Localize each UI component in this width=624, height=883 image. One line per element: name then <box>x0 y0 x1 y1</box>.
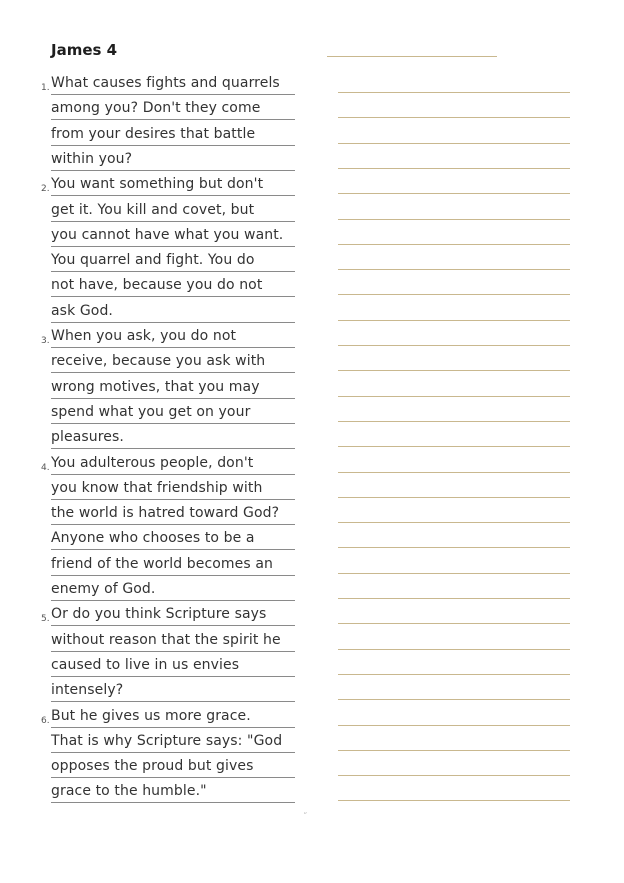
verse-line <box>51 323 295 348</box>
verse-line <box>51 703 295 728</box>
verse-text: the world is hatred toward God? <box>51 505 280 522</box>
verse-line <box>51 475 295 500</box>
verse-line <box>51 95 295 120</box>
handwriting-line[interactable] <box>338 92 570 93</box>
verse-text: opposes the proud but gives <box>51 758 254 775</box>
verse-line <box>51 70 295 95</box>
verse-text: enemy of God. <box>51 581 156 597</box>
verse-text: receive, because you ask with <box>51 353 266 370</box>
handwriting-line[interactable] <box>338 143 570 144</box>
handwriting-line[interactable] <box>338 775 570 776</box>
handwriting-line[interactable] <box>338 345 570 346</box>
handwriting-line[interactable] <box>338 573 570 574</box>
verse-line <box>51 627 295 652</box>
verse-line <box>51 348 295 373</box>
verse-line <box>51 500 295 525</box>
handwriting-line[interactable] <box>338 396 570 397</box>
verse-line <box>51 374 295 399</box>
verse-text: within you? <box>51 150 133 167</box>
verse-line <box>51 551 295 576</box>
verse-text: intensely? <box>51 682 124 699</box>
handwriting-line[interactable] <box>338 623 570 624</box>
verse-line <box>51 601 295 626</box>
verse-line <box>51 247 295 272</box>
handwriting-line[interactable] <box>338 472 570 473</box>
handwriting-line[interactable] <box>338 269 570 270</box>
handwriting-line[interactable] <box>338 699 570 700</box>
handwriting-line[interactable] <box>338 547 570 548</box>
verse-line <box>51 525 295 550</box>
verse-line <box>51 753 295 778</box>
handwriting-line[interactable] <box>338 168 570 169</box>
verse-text: What causes fights and quarrels <box>51 75 280 91</box>
verse-line <box>51 652 295 677</box>
verse-line <box>51 399 295 424</box>
verse-line <box>51 576 295 601</box>
verse-text: you cannot have what you want. <box>51 226 284 243</box>
handwriting-line[interactable] <box>338 193 570 194</box>
handwriting-line[interactable] <box>338 244 570 245</box>
title-writing-line <box>327 56 497 57</box>
verse-line <box>51 450 295 475</box>
verse-line <box>51 778 295 803</box>
verse-line <box>51 171 295 196</box>
handwriting-line[interactable] <box>338 117 570 118</box>
verse-text: ask God. <box>51 302 113 319</box>
verse-number: 5. <box>41 614 50 625</box>
verse-line <box>51 121 295 146</box>
handwriting-line[interactable] <box>338 497 570 498</box>
verse-number: 1. <box>41 83 50 93</box>
handwriting-line[interactable] <box>338 370 570 371</box>
verse-line <box>51 424 295 449</box>
verse-text: pleasures. <box>51 429 124 446</box>
handwriting-line[interactable] <box>338 320 570 321</box>
verse-line <box>51 272 295 297</box>
handwriting-line[interactable] <box>338 725 570 726</box>
verse-text: You want something but don't <box>51 176 264 193</box>
page-number-mark: ′′ <box>304 812 307 819</box>
verse-number: 6. <box>41 715 50 726</box>
handwriting-line[interactable] <box>338 219 570 220</box>
verse-number: 3. <box>41 336 50 346</box>
verse-line <box>51 222 295 247</box>
handwriting-line[interactable] <box>338 598 570 599</box>
verse-text: You quarrel and fight. You do <box>51 252 255 269</box>
verse-text: get it. You kill and covet, but <box>51 201 255 218</box>
verse-text: When you ask, you do not <box>51 328 237 344</box>
verse-text: friend of the world becomes an <box>51 555 273 572</box>
handwriting-line[interactable] <box>338 522 570 523</box>
verse-line <box>51 728 295 753</box>
verse-text: spend what you get on your <box>51 403 251 420</box>
verse-text: But he gives us more grace. <box>51 707 251 724</box>
verse-text: you know that friendship with <box>51 479 263 496</box>
handwriting-line[interactable] <box>338 674 570 675</box>
handwriting-line[interactable] <box>338 800 570 801</box>
verse-text: caused to live in us envies <box>51 656 240 673</box>
verse-text: That is why Scripture says: "God <box>51 732 283 749</box>
verse-number: 4. <box>41 462 50 473</box>
verse-text: without reason that the spirit he <box>51 631 281 648</box>
verse-number: 2. <box>41 184 50 195</box>
verse-text: grace to the humble." <box>51 783 207 800</box>
verse-text: wrong motives, that you may <box>51 378 260 395</box>
handwriting-line[interactable] <box>338 294 570 295</box>
verse-line <box>51 298 295 323</box>
handwriting-line[interactable] <box>338 649 570 650</box>
handwriting-line[interactable] <box>338 750 570 751</box>
verse-line <box>51 197 295 222</box>
verse-text: among you? Don't they come <box>51 100 261 117</box>
verse-text: not have, because you do not <box>51 277 263 294</box>
verse-text: Anyone who chooses to be a <box>51 530 255 547</box>
verse-line <box>51 677 295 702</box>
verse-text: from your desires that battle <box>51 125 256 142</box>
verse-line <box>51 146 295 171</box>
page-title: James 4 <box>51 41 118 59</box>
handwriting-line[interactable] <box>338 446 570 447</box>
handwriting-line[interactable] <box>338 421 570 422</box>
verse-text: You adulterous people, don't <box>51 454 254 471</box>
verse-text: Or do you think Scripture says <box>51 606 267 623</box>
